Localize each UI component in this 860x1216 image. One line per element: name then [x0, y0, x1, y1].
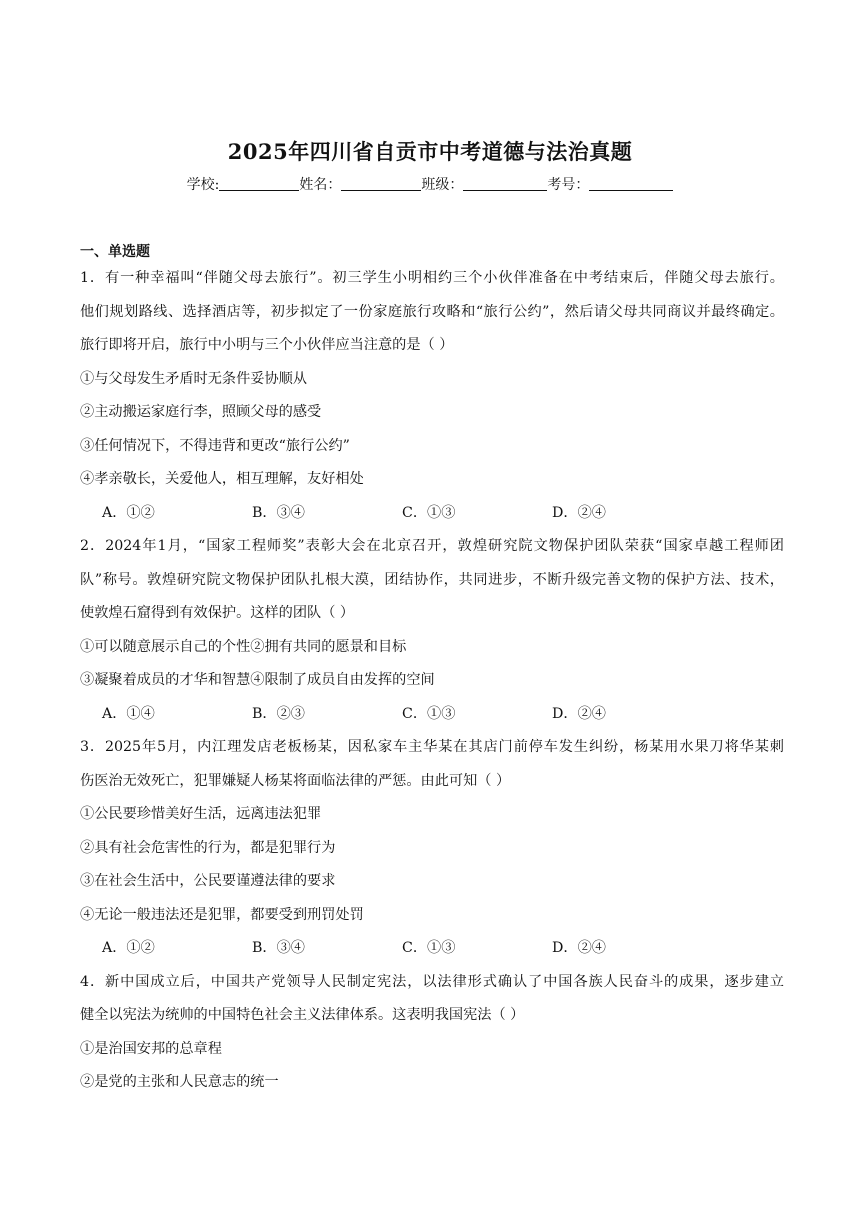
answer-options	[80, 938, 784, 972]
student-info-line	[0, 174, 860, 194]
class-blank[interactable]	[463, 176, 547, 191]
class-label: 班级：	[421, 177, 464, 193]
answer-option[interactable]: D．②④	[552, 504, 606, 521]
statement-item: ①与父母发生矛盾时无条件妥协顺从	[80, 370, 308, 387]
section-title: 一、单选题	[80, 244, 150, 260]
answer-option[interactable]: C．①③	[402, 940, 456, 956]
question-stem-line: 1．有一种幸福叫“伴随父母去旅行”。初三学生小明相约三个小伙伴准备在中考结束后，伴随父母去旅行。	[80, 270, 784, 286]
question-stem-line: 他们规划路线、选择酒店等，初步拟定了一份家庭旅行攻略和“旅行公约”，然后请父母共同商议并最终确定。	[80, 303, 784, 320]
exam-number-label: 考号：	[547, 177, 590, 193]
answer-option[interactable]: A．①②	[102, 940, 155, 956]
statement-item: ④孝亲敬长，关爱他人，相互理解，友好相处	[80, 471, 364, 487]
answer-option[interactable]: D．②④	[552, 940, 606, 956]
question-2	[80, 536, 784, 737]
question-stem-line: 2．2024年1月，“国家工程师奖”表彰大会在北京召开，敦煌研究院文物保护团队荣获“国家卓越工程师团	[80, 538, 784, 554]
statement-item: ④无论一般违法还是犯罪，都要受到刑罚处罚	[80, 906, 364, 923]
statement-item: ③在社会生活中，公民要谨遵法律的要求	[80, 873, 336, 889]
answer-option[interactable]: B．②③	[252, 705, 305, 722]
school-blank[interactable]	[219, 176, 299, 191]
statement-item: ③凝聚着成员的才华和智慧④限制了成员自由发挥的空间	[80, 672, 435, 688]
page-title: 2025年四川省自贡市中考道德与法治真题	[227, 139, 633, 164]
question-stem-line: 4．新中国成立后，中国共产党领导人民制定宪法，以法律形式确认了中国各族人民奋斗的成果，逐步建立	[80, 973, 784, 990]
question-stem-line: 伤医治无效死亡，犯罪嫌疑人杨某将面临法律的严惩。由此可知（ ）	[80, 772, 511, 789]
answer-option[interactable]: D．②④	[552, 705, 606, 722]
answer-option[interactable]: A．①④	[102, 705, 155, 722]
statement-item: ①是治国安邦的总章程	[80, 1040, 222, 1057]
statement-item: ①公民要珍惜美好生活，远离违法犯罪	[80, 806, 322, 822]
question-stem-line: 使敦煌石窟得到有效保护。这样的团队（ ）	[80, 605, 355, 621]
answer-option[interactable]: C．①③	[402, 504, 456, 521]
statement-item: ①可以随意展示自己的个性②拥有共同的愿景和目标	[80, 638, 407, 655]
name-label: 姓名：	[299, 177, 342, 193]
question-stem-line: 健全以宪法为统帅的中国特色社会主义法律体系。这表明我国宪法（ ）	[80, 1007, 525, 1023]
question-3	[80, 737, 784, 972]
answer-options	[80, 704, 784, 738]
question-list	[80, 268, 784, 1106]
school-label: 学校:	[186, 177, 220, 193]
statement-item: ②主动搬运家庭行李，照顾父母的感受	[80, 404, 322, 420]
statement-item: ②是党的主张和人民意志的统一	[80, 1074, 279, 1090]
statement-item: ②具有社会危害性的行为，都是犯罪行为	[80, 839, 336, 856]
question-1	[80, 268, 784, 536]
question-4	[80, 972, 784, 1106]
answer-option[interactable]: A．①②	[102, 504, 155, 521]
statement-item: ③任何情况下，不得违背和更改“旅行公约”	[80, 437, 350, 454]
answer-option[interactable]: B．③④	[252, 940, 305, 956]
name-blank[interactable]	[341, 176, 421, 191]
answer-option[interactable]: C．①③	[402, 705, 456, 722]
question-stem-line: 队”称号。敦煌研究院文物保护团队扎根大漠，团结协作，共同进步，不断升级完善文物的保护方法、技术，	[80, 571, 784, 588]
question-stem-line: 3．2025年5月，内江理发店老板杨某，因私家车主华某在其店门前停车发生纠纷，杨某用水果刀将华某刺	[80, 739, 784, 755]
answer-option[interactable]: B．③④	[252, 504, 305, 521]
answer-options	[80, 503, 784, 537]
exam-number-blank[interactable]	[589, 176, 673, 191]
question-stem-line: 旅行即将开启，旅行中小明与三个小伙伴应当注意的是（ ）	[80, 337, 454, 353]
